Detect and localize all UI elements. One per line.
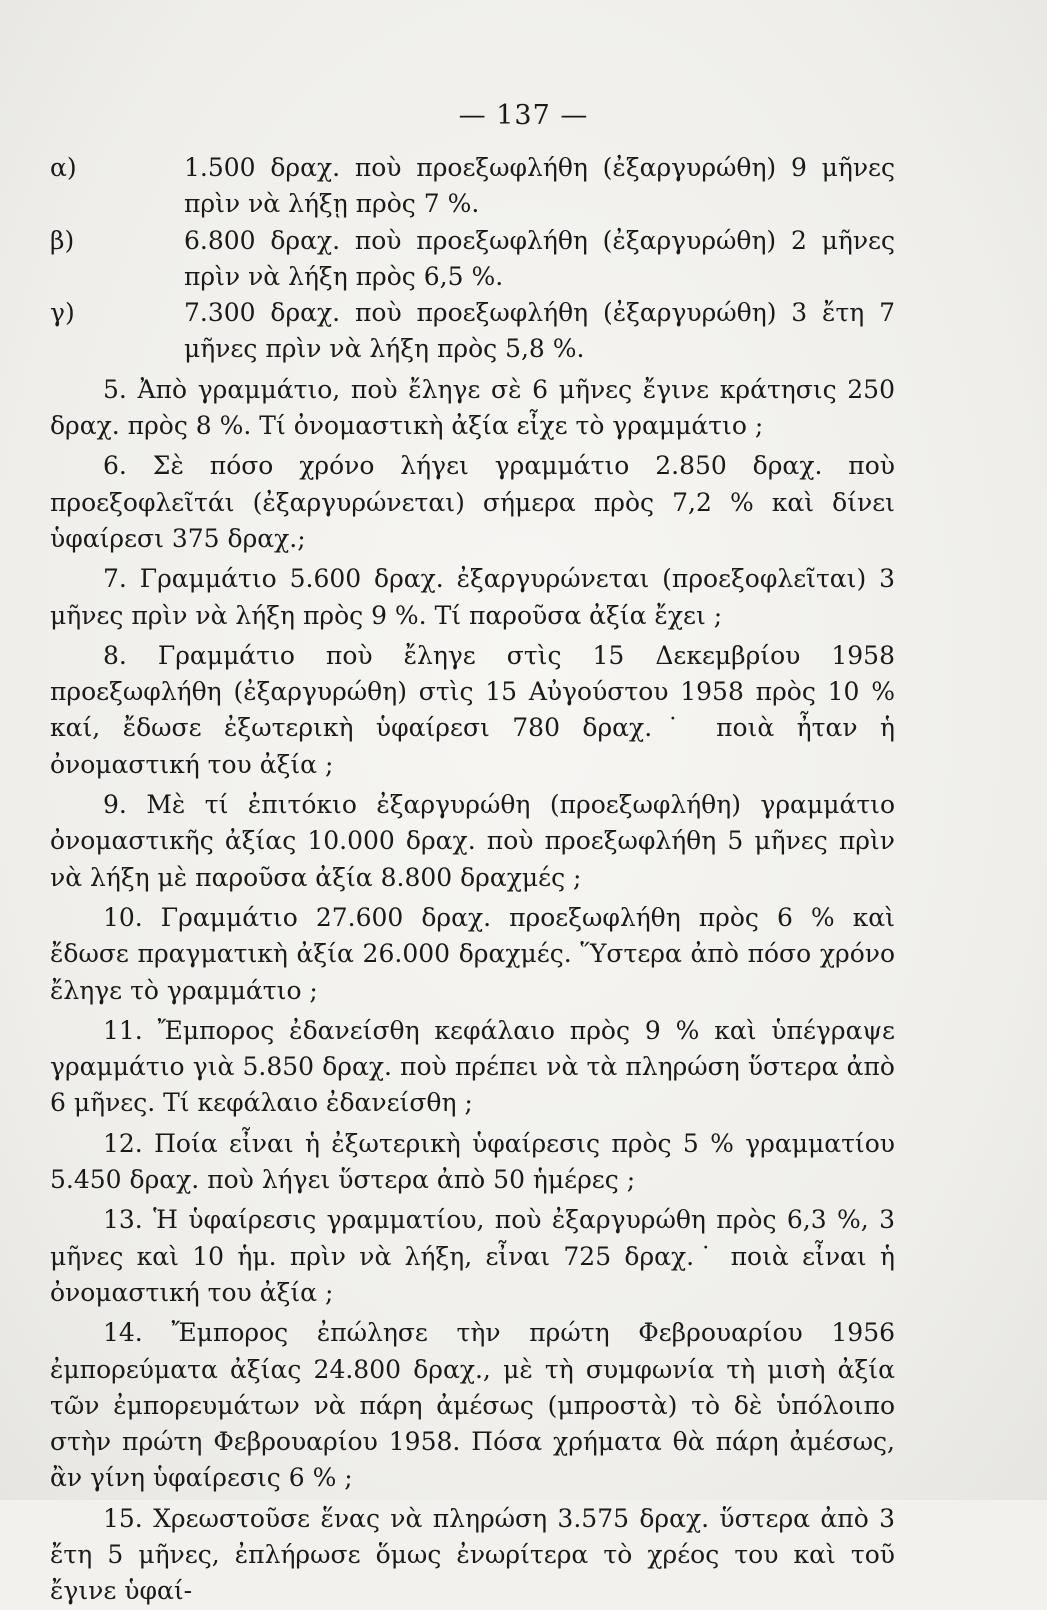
- problem-text: Μὲ τί ἐπιτόκιο ἐξαργυρώθη (προεξωφλήθη) γραμμάτιο ὀνομαστικῆς ἀξίας 10.000 δραχ. ποὺ προεξωφλήθη 5 μῆνες πρὶν νὰ λήξη μὲ παροῦσα ἀξία 8.800 δραχμές ;: [50, 790, 896, 892]
- problem-text: Γραμμάτιο 5.600 δραχ. ἐξαργυρώνεται (προεξοφλεῖται) 3 μῆνες πρὶν νὰ λήξη πρὸς 9 %. Τί παροῦσα ἀξία ἔχει ;: [50, 564, 895, 630]
- problem-text: Ποία εἶναι ἡ ἐξωτερικὴ ὑφαίρεσις πρὸς 5 % γραμματίου 5.450 δραχ. ποὺ λήγει ὕστερα ἀπὸ 50 ἡμέρες ;: [50, 1128, 895, 1195]
- problem-text: Χρεωστοῦσε ἕνας νὰ πληρώση 3.575 δραχ. ὕστερα ἀπὸ 3 ἔτη 5 μῆνες, ἐπλήρωσε ὅμως ἐνωρίτερα τὸ χρέος του καὶ τοῦ ἔγινε ὑφαί-: [50, 1503, 895, 1606]
- subitem-c: [50, 295, 895, 368]
- problem-number: 12.: [103, 1128, 143, 1158]
- problem-number: 11.: [103, 1015, 143, 1045]
- subitem-label: γ): [50, 298, 75, 328]
- page-content: [50, 150, 895, 1610]
- problem-text: Γραμμάτιο 27.600 δραχ. προεξωφλήθη πρὸς 6 % καὶ ἔδωσε πραγματικὴ ἀξία 26.000 δραχμές. Ὕστερα ἀπὸ πόσο χρόνο ἔληγε τὸ γραμμάτιο ;: [50, 902, 895, 1005]
- problem-11: [50, 1013, 895, 1122]
- subitem-label: β): [50, 225, 75, 255]
- problem-6: [50, 448, 895, 557]
- problem-number: 6.: [103, 451, 127, 481]
- problem-number: 9.: [103, 790, 127, 820]
- problem-15: [50, 1501, 895, 1610]
- problem-12: [50, 1126, 895, 1199]
- problem-text: Ἀπὸ γραμμάτιο, ποὺ ἔληγε σὲ 6 μῆνες ἔγινε κράτησις 250 δραχ. πρὸς 8 %. Τί ὀνομαστικὴ ἀξία εἶχε τὸ γραμμάτιο ;: [50, 374, 895, 441]
- problem-5: [50, 372, 895, 445]
- page-number: — 137 —: [458, 100, 589, 131]
- problem-text: Ἔμπορος ἐπώλησε τὴν πρώτη Φεβρουαρίου 1956 ἐμπορεύματα ἀξίας 24.800 δραχ., μὲ τὴ συμφωνία τὴ μισὴ ἀξία τῶν ἐμπορευμάτων νὰ πάρη ἀμέσως (μπροστὰ) τὸ δὲ ὑπόλοιπο στὴν πρώτη Φεβρουαρίου 1958. Πόσα χρήματα θὰ πάρη ἀμέσως, ἂν γίνη ὑφαίρεσις 6 % ;: [50, 1318, 896, 1493]
- subitem-b: [50, 223, 895, 296]
- problem-14: [50, 1315, 895, 1496]
- problem-10: [50, 900, 895, 1009]
- problem-number: 10.: [103, 902, 143, 932]
- problem-text: Ἔμπορος ἐδανείσθη κεφάλαιο πρὸς 9 % καὶ ὑπέγραψε γραμμάτιο γιὰ 5.850 δραχ. ποὺ πρέπει νὰ τὰ πληρώση ὕστερα ἀπὸ 6 μῆνες. Τί κεφάλαιο ἐδανείσθη ;: [50, 1015, 896, 1118]
- problem-number: 14.: [103, 1318, 143, 1348]
- problem-9: [50, 787, 895, 896]
- problem-number: 13.: [103, 1205, 143, 1235]
- problem-text: Σὲ πόσο χρόνο λήγει γραμμάτιο 2.850 δραχ. ποὺ προεξοφλεῖτάι (ἐξαργυρώνεται) σήμερα πρὸς 7,2 % καὶ δίνει ὑφαίρεσι 375 δραχ.;: [50, 451, 895, 553]
- problem-13: [50, 1202, 895, 1311]
- problem-8: [50, 638, 895, 783]
- subitem-a: [50, 150, 895, 223]
- problem-number: 5.: [103, 374, 127, 404]
- problem-text: Γραμμάτιο ποὺ ἔληγε στὶς 15 Δεκεμβρίου 1958 προεξωφλήθη (ἐξαργυρώθη) στὶς 15 Αὐγούστου 1958 πρὸς 10 % καί, ἔδωσε ἐξωτερικὴ ὑφαίρεσι 780 δραχ.˙ ποιὰ ἦταν ἡ ὀνομαστική του ἀξία ;: [50, 640, 895, 779]
- subitem-label: α): [50, 153, 77, 182]
- problem-number: 15.: [103, 1503, 143, 1533]
- problem-text: Ἡ ὑφαίρεσις γραμματίου, ποὺ ἐξαργυρώθη πρὸς 6,3 %, 3 μῆνες καὶ 10 ἡμ. πρὶν νὰ λήξη, εἶναι 725 δραχ.˙ ποιὰ εἶναι ἡ ὀνομαστική του ἀξία ;: [50, 1205, 895, 1307]
- problem-number: 8.: [103, 640, 127, 670]
- subitem-text: 7.300 δραχ. ποὺ προεξωφλήθη (ἐξαργυρώθη) 3 ἔτη 7 μῆνες πρὶν νὰ λήξη πρὸς 5,8 %.: [184, 298, 895, 364]
- subitem-text: 6.800 δραχ. ποὺ προεξωφλήθη (ἐξαργυρώθη) 2 μῆνες πρὶν νὰ λήξη πρὸς 6,5 %.: [184, 225, 895, 291]
- problem-7: [50, 561, 895, 634]
- problem-number: 7.: [103, 564, 127, 594]
- subitem-text: 1.500 δραχ. ποὺ προεξωφλήθη (ἐξαργυρώθη) 9 μῆνες πρὶν νὰ λήξῃ πρὸς 7 %.: [184, 153, 895, 219]
